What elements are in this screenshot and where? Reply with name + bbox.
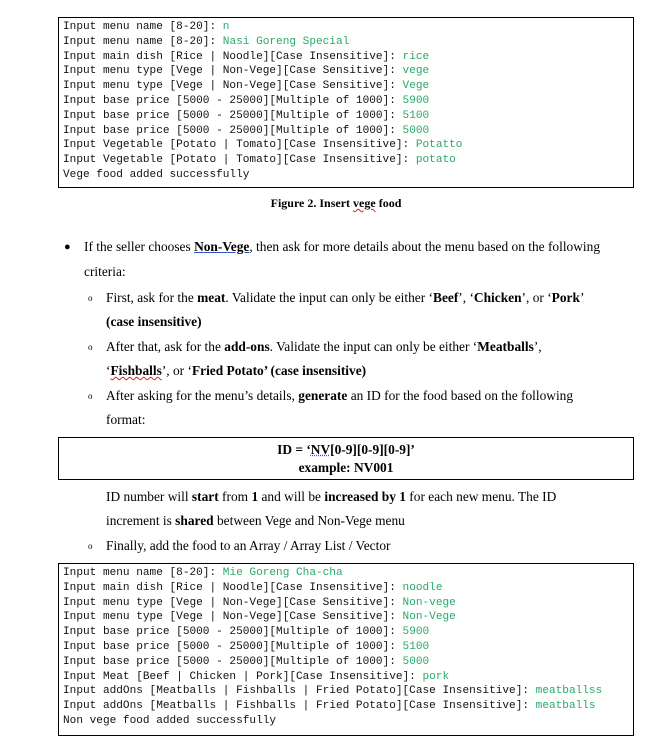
console-prompt: Input base price [5000 - 25000][Multiple of 1000]:	[63, 124, 403, 137]
console-prompt: Input base price [5000 - 25000][Multiple of 1000]:	[63, 94, 403, 107]
console-line	[63, 79, 629, 94]
console-prompt: Input base price [5000 - 25000][Multiple of 1000]:	[63, 626, 403, 639]
console-input-value: noodle	[402, 581, 443, 594]
console-line	[63, 153, 629, 168]
console-prompt: Input menu type [Vege | Non-Vege][Case Sensitive]:	[63, 80, 403, 93]
console-input-value: Non-Vege	[402, 611, 456, 624]
sub-item-generate: After asking for the menu’s details, generate an ID for the food based on the following	[106, 388, 574, 403]
console-output-vege	[58, 17, 634, 188]
console-input-value: rice	[402, 50, 430, 63]
console-line	[63, 94, 629, 109]
console-output-nonvege	[58, 563, 634, 736]
console-line	[63, 655, 629, 670]
console-line	[63, 566, 629, 581]
sub-bullet-marker: o	[88, 541, 93, 551]
sub-item-meat: First, ask for the meat. Validate the input can only be either ‘Beef’, ‘Chicken’, or ‘Pork’	[106, 290, 585, 305]
console-line	[63, 670, 629, 685]
sub-bullet-marker: o	[88, 293, 93, 303]
console-input-value: meatballs	[535, 700, 596, 713]
console-prompt: Input base price [5000 - 25000][Multiple of 1000]:	[63, 640, 403, 653]
console-line	[63, 581, 629, 596]
sub-item-finally: Finally, add the food to an Array / Array List / Vector	[106, 538, 391, 553]
console-line	[63, 50, 629, 65]
console-prompt: Input main dish [Rice | Noodle][Case Insensitive]:	[63, 50, 403, 63]
id-note-cont: increment is shared between Vege and Non-Vege menu	[106, 513, 405, 528]
console-prompt: Input base price [5000 - 25000][Multiple of 1000]:	[63, 655, 403, 668]
console-line	[63, 596, 629, 611]
console-prompt: Input menu name [8-20]:	[63, 567, 223, 579]
sub-bullet-marker: o	[88, 342, 93, 352]
console-line	[63, 610, 629, 625]
console-prompt: Input Vegetable [Potato | Tomato][Case Insensitive]:	[63, 139, 416, 152]
console-line	[63, 138, 629, 153]
sub-bullet-marker: o	[88, 391, 93, 401]
console-prompt: Input main dish [Rice | Noodle][Case Insensitive]:	[63, 581, 403, 594]
figure-caption: Figure 2. Insert vege food	[270, 196, 402, 210]
console-input-value: Mie Goreng Cha-cha	[222, 567, 343, 579]
console-input-value: Nasi Goreng Special	[222, 35, 350, 48]
console-prompt: Input Meat [Beef | Chicken | Pork][Case Insensitive]:	[63, 670, 423, 683]
console-prompt: Input Vegetable [Potato | Tomato][Case Insensitive]:	[63, 154, 416, 167]
sub-item-addons: After that, ask for the add-ons. Validate the input can only be either ‘Meatballs’,	[106, 339, 542, 354]
console-input-value: potato	[415, 154, 456, 167]
console-input-value: meatballss	[535, 685, 603, 698]
console-prompt: Input menu name [8-20]:	[63, 21, 223, 33]
console-input-value: Vege	[402, 80, 430, 93]
console-input-value: 5100	[402, 640, 430, 653]
console-input-value: vege	[402, 65, 430, 78]
console-prompt: Input addOns [Meatballs | Fishballs | Fried Potato][Case Insensitive]:	[63, 700, 536, 713]
id-format-box	[58, 437, 634, 480]
console-line	[63, 640, 629, 655]
misspelled-word: vege	[353, 196, 376, 210]
console-input-value: Non-vege	[402, 596, 456, 609]
console-line	[63, 35, 629, 50]
console-prompt: Input menu type [Vege | Non-Vege][Case Sensitive]:	[63, 596, 403, 609]
sub-item-meat-cont: (case insensitive)	[106, 314, 202, 329]
console-line	[63, 699, 629, 714]
console-input-value: 5000	[402, 655, 430, 668]
console-input-value: 5900	[402, 94, 430, 107]
console-prompt: Input menu type [Vege | Non-Vege][Case Sensitive]:	[63, 611, 403, 624]
bullet-nonvege-cont: criteria:	[84, 264, 126, 279]
sub-item-addons-cont: ‘Fishballs’, or ‘Fried Potato’ (case insensitive)	[106, 363, 367, 378]
console-line	[63, 124, 629, 139]
console-line	[63, 64, 629, 79]
console-status: Non vege food added successfully	[63, 714, 277, 727]
console-prompt: Input addOns [Meatballs | Fishballs | Fried Potato][Case Insensitive]:	[63, 685, 536, 698]
console-line	[63, 109, 629, 124]
console-input-value: pork	[422, 670, 450, 683]
console-line	[63, 20, 629, 35]
console-input-value: Potatto	[415, 139, 463, 152]
console-line	[63, 625, 629, 640]
console-input-value: 5000	[402, 124, 430, 137]
sub-item-generate-cont: format:	[106, 412, 146, 427]
bullet-nonvege: If the seller chooses Non-Vege, then ask for more details about the menu based on the following	[84, 239, 601, 254]
console-status: Vege food added successfully	[63, 168, 250, 181]
console-prompt: Input base price [5000 - 25000][Multiple of 1000]:	[63, 109, 403, 122]
console-prompt: Input menu type [Vege | Non-Vege][Case Sensitive]:	[63, 65, 403, 78]
console-line	[63, 168, 629, 183]
console-prompt: Input menu name [8-20]:	[63, 35, 223, 48]
id-example: example: NV001	[298, 460, 394, 475]
console-line	[63, 684, 629, 699]
console-input-value: 5100	[402, 109, 430, 122]
bullet-marker: ●	[64, 241, 71, 253]
id-note: ID number will start from 1 and will be increased by 1 for each new menu. The ID	[106, 489, 557, 504]
console-input-value: 5900	[402, 626, 430, 639]
console-line	[63, 714, 629, 729]
id-format: ID = ‘NV[0-9][0-9][0-9]’	[277, 442, 415, 457]
console-input-value: n	[222, 21, 230, 33]
